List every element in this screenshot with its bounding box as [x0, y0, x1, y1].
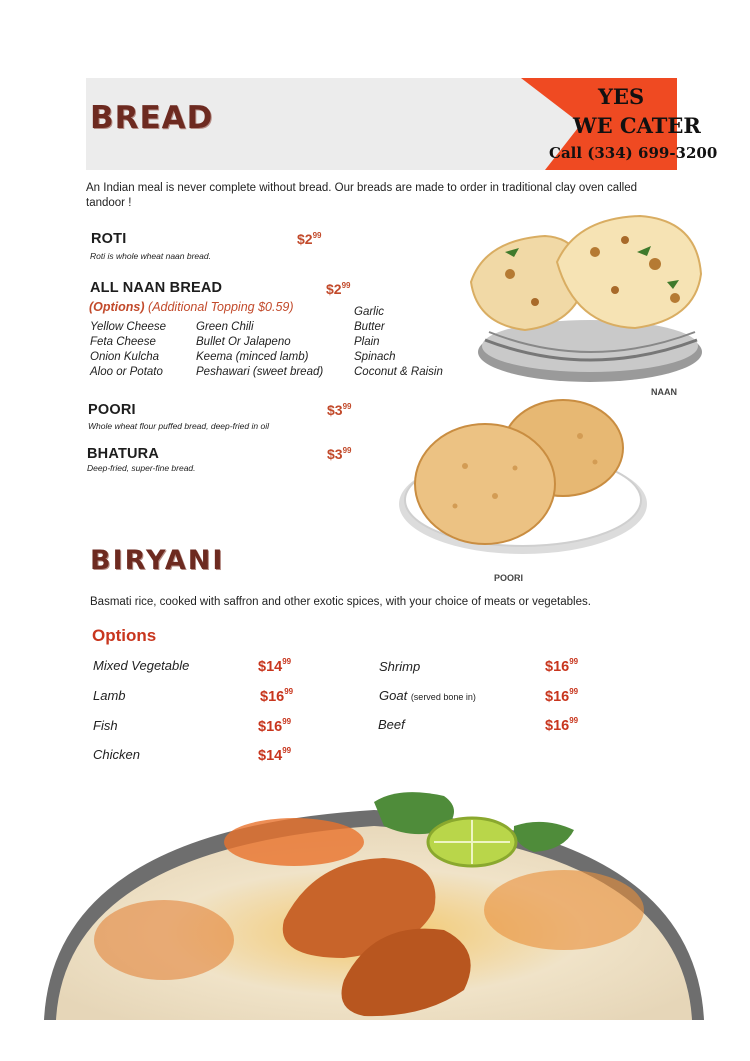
naan-option: Onion Kulcha: [90, 351, 160, 363]
naan-price: $\$2^{99}$: [326, 281, 351, 297]
naan-name: ALL NAAN BREAD: [90, 280, 223, 296]
roti-price: $\$2^{99}$: [297, 231, 322, 247]
naan-option: Plain: [354, 336, 380, 348]
naan-option: Green Chili: [196, 321, 254, 333]
biryani-intro: Basmati rice, cooked with saffron and other exotic spices, with your choice of meats or vegetables.: [90, 596, 591, 608]
biryani-item-price: $\$14^{99}$: [258, 746, 292, 764]
biryani-item-name: Fish: [93, 718, 118, 733]
poori-price: $\$3^{99}$: [327, 402, 352, 418]
poori-photo: [395, 396, 655, 566]
biryani-item-name: Shrimp: [379, 659, 421, 674]
biryani-item-name: Mixed Vegetable: [93, 658, 190, 673]
bhatura-name: BHATURA: [87, 446, 160, 462]
biryani-item-price: $\$16^{99}$: [260, 687, 294, 705]
catering-yes-text: YES: [598, 84, 645, 109]
bhatura-price: $\$3^{99}$: [327, 446, 352, 462]
biryani-item-price: $\$16^{99}$: [545, 716, 579, 734]
roti-name: ROTI: [91, 231, 127, 247]
naan-option: Yellow Cheese: [90, 321, 167, 333]
naan-option: Coconut & Raisin: [354, 366, 443, 378]
naan-option: Peshawari (sweet bread): [196, 366, 324, 378]
biryani-item-name: Chicken: [93, 747, 140, 762]
naan-option: Garlic: [354, 306, 385, 318]
naan-photo: [465, 212, 705, 387]
biryani-item-price: $\$16^{99}$: [545, 657, 579, 675]
poori-caption: POORI: [494, 573, 524, 583]
biryani-photo: [44, 790, 704, 1020]
naan-option: Keema (minced lamb): [196, 351, 309, 363]
biryani-item-name: Beef: [378, 717, 405, 732]
bread-section-title: BREAD: [90, 100, 214, 136]
biryani-options-heading: Options: [92, 626, 157, 645]
roti-desc: Roti is whole wheat naan bread.: [90, 251, 211, 261]
catering-we-cater-text: WE CATER: [573, 113, 701, 138]
bhatura-desc: Deep-fried, super-fine bread.: [87, 463, 196, 473]
biryani-item-name: Lamb: [93, 688, 126, 703]
naan-options-col1: [90, 320, 166, 380]
catering-phone-text: Call (334) 699-3200: [549, 144, 718, 162]
naan-option: Aloo or Potato: [90, 366, 163, 378]
biryani-item-price: $\$14^{99}$: [258, 657, 292, 675]
naan-option: Butter: [354, 321, 385, 333]
naan-options-col2: [196, 320, 323, 380]
naan-options-heading: (Options) (Additional Topping $0.59): [89, 300, 294, 314]
naan-option: Bullet Or Jalapeno: [196, 336, 291, 348]
naan-options-col3: [354, 305, 443, 380]
poori-name: POORI: [88, 402, 136, 418]
naan-option: Feta Cheese: [90, 336, 156, 348]
biryani-section-title: BIRYANI: [90, 545, 225, 576]
naan-option: Spinach: [354, 351, 396, 363]
biryani-item-price: $\$16^{99}$: [545, 687, 579, 705]
poori-desc: Whole wheat flour puffed bread, deep-fried in oil: [88, 421, 269, 431]
biryani-item-price: $\$16^{99}$: [258, 717, 292, 735]
biryani-item-name: Goat (served bone in): [379, 688, 476, 703]
bread-intro: An Indian meal is never complete without bread. Our breads are made to order in traditional clay oven called tandoor !: [86, 182, 638, 209]
naan-caption: NAAN: [651, 387, 677, 397]
